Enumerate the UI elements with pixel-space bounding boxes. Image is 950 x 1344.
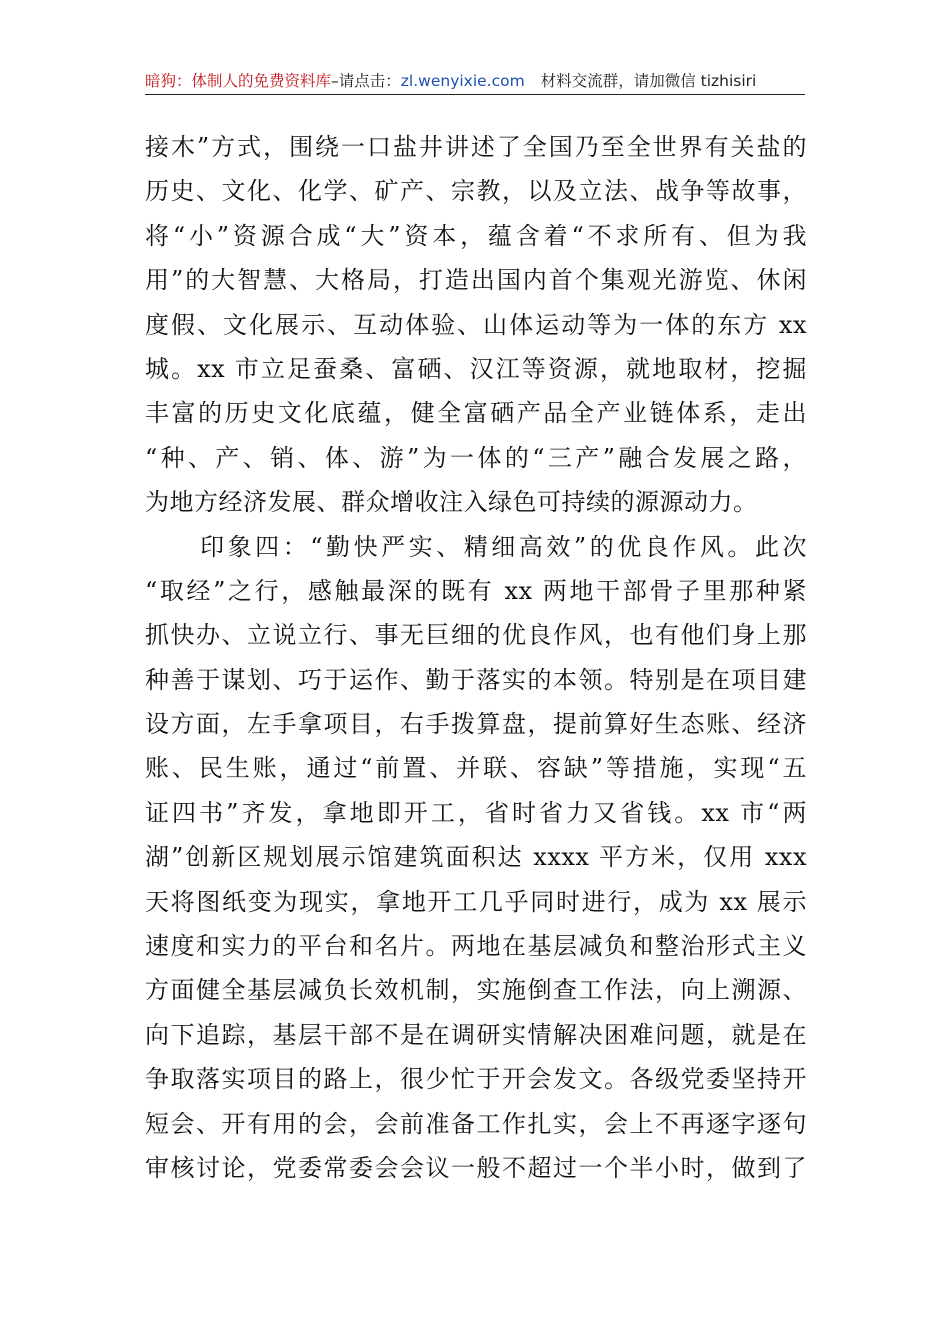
text-line: 抓快办、立说立行、事无巨细的优良作风，也有他们身上那 bbox=[145, 621, 807, 650]
text-line: 度假、文化展示、互动体验、山体运动等为一体的东方 xx bbox=[145, 310, 807, 339]
text-line: 短会、开有用的会，会前准备工作扎实，会上不再逐字逐句 bbox=[145, 1109, 807, 1138]
text-line: 种善于谋划、巧于运作、勤于落实的本领。特别是在项目建 bbox=[145, 665, 807, 694]
text-line: 账、民生账，通过“前置、并联、容缺”等措施，实现“五 bbox=[145, 754, 807, 783]
header-prompt: –请点击： bbox=[331, 72, 401, 90]
text-line: 为地方经济发展、群众增收注入绿色可持续的源源动力。 bbox=[145, 488, 758, 517]
document-body bbox=[145, 125, 807, 1190]
text-line: 城。xx 市立足蚕桑、富硒、汉江等资源，就地取材，挖掘 bbox=[145, 354, 807, 383]
text-line: 设方面，左手拿项目，右手拨算盘，提前算好生态账、经济 bbox=[145, 710, 807, 739]
text-line: 丰富的历史文化底蕴，健全富硒产品全产业链体系，走出 bbox=[145, 399, 807, 428]
text-line: 湖”创新区规划展示馆建筑面积达 xxxx 平方米，仅用 xxx bbox=[145, 843, 807, 872]
text-line: 争取落实项目的路上，很少忙于开会发文。各级党委坚持开 bbox=[145, 1065, 807, 1094]
text-line: 证四书”齐发，拿地即开工，省时省力又省钱。xx 市“两 bbox=[145, 798, 807, 827]
text-line: 印象四：“勤快严实、精细高效”的优良作风。此次 bbox=[145, 532, 807, 561]
text-line: 历史、文化、化学、矿产、宗教，以及立法、战争等故事， bbox=[145, 177, 807, 206]
text-line: 向下追踪，基层干部不是在调研实情解决困难问题，就是在 bbox=[145, 1020, 807, 1049]
text-line: 审核讨论，党委常委会会议一般不超过一个半小时，做到了 bbox=[145, 1153, 807, 1182]
page-header bbox=[145, 68, 805, 95]
text-line: “种、产、销、体、游”为一体的“三产”融合发展之路， bbox=[145, 443, 807, 472]
text-line: 将“小”资源合成“大”资本，蕴含着“不求所有、但为我 bbox=[145, 221, 807, 250]
header-brand: 暗狗：体制人的免费资料库 bbox=[145, 72, 332, 90]
header-group-note: 材料交流群，请加微信 tizhisiri bbox=[540, 72, 757, 90]
text-line: “取经”之行，感触最深的既有 xx 两地干部骨子里那种紧 bbox=[145, 576, 807, 605]
text-line: 天将图纸变为现实，拿地开工几乎同时进行，成为 xx 展示 bbox=[145, 887, 807, 916]
text-line: 方面健全基层减负长效机制，实施倒查工作法，向上溯源、 bbox=[145, 976, 807, 1005]
text-line: 用”的大智慧、大格局，打造出国内首个集观光游览、休闲 bbox=[145, 266, 807, 295]
header-link[interactable]: zl.wenyixie.com bbox=[400, 72, 525, 90]
text-line: 速度和实力的平台和名片。两地在基层减负和整治形式主义 bbox=[145, 932, 807, 961]
text-line: 接木”方式，围绕一口盐井讲述了全国乃至全世界有关盐的 bbox=[145, 133, 807, 161]
